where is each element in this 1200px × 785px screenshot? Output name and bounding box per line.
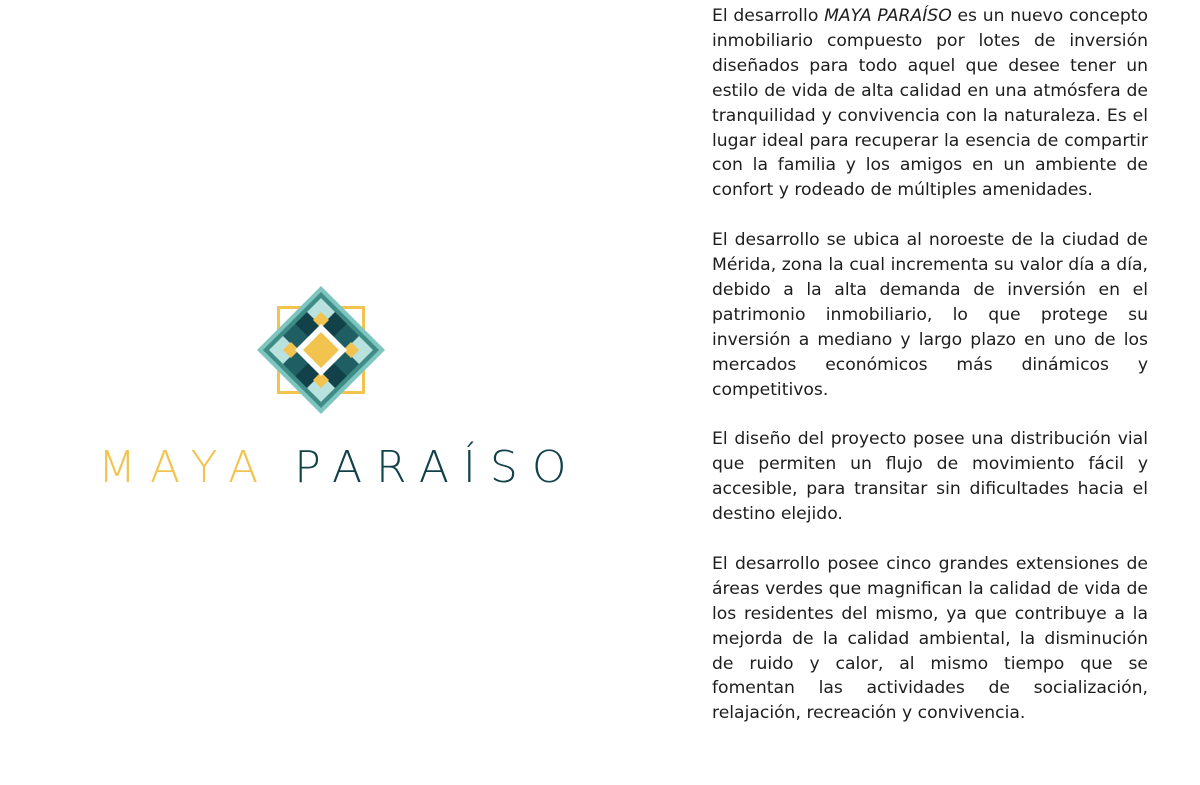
brand-word-maya: MAYA	[98, 442, 273, 493]
brand-word-paraiso: PARAÍSO	[294, 442, 581, 493]
intro-brand-emphasis: MAYA PARAÍSO	[824, 6, 952, 26]
description-text	[712, 4, 1148, 751]
paragraph-location: El desarrollo se ubica al noroeste de la ciudad de Mérida, zona la cual incrementa su valor día a día, debido a la alta demanda de inversión en el patrimonio inmobiliario, lo que protege su inversión a mediano y largo plazo en uno de los mercados económicos más dinámicos y competitivos.	[712, 230, 1148, 400]
paragraph-green-areas: El desarrollo posee cinco grandes extensiones de áreas verdes que magnifican la calidad de vida de los residentes del mismo, ya que contribuye a la mejorda de la calidad ambiental, la disminución de ruido y calor, al mismo tiempo que se fomentan las actividades de socialización, relajación, recreación y convivencia.	[712, 553, 1148, 724]
intro-text-start: El desarrollo	[712, 6, 825, 26]
intro-text-end: es un nuevo concepto inmobiliario compuesto por lotes de inversión diseñados para todo aquel que desee tener un estilo de vida de alta calidad en una atmósfera de tranquilidad y convivencia con la naturaleza. Es el lugar ideal para recuperar la esencia de compartir con la familia y los amigos en un ambiente de confort y rodeado de múltiples amenidades.	[712, 6, 1149, 201]
paragraph-design: El diseño del proyecto posee una distribución vial que permiten un flujo de movimiento fácil y accesible, para transitar sin dificultades hacia el destino elejido.	[712, 429, 1148, 525]
paragraph-intro	[712, 4, 1148, 203]
logo	[90, 280, 581, 510]
brand-wordmark	[98, 438, 581, 498]
mandala-logo-icon	[255, 284, 387, 416]
